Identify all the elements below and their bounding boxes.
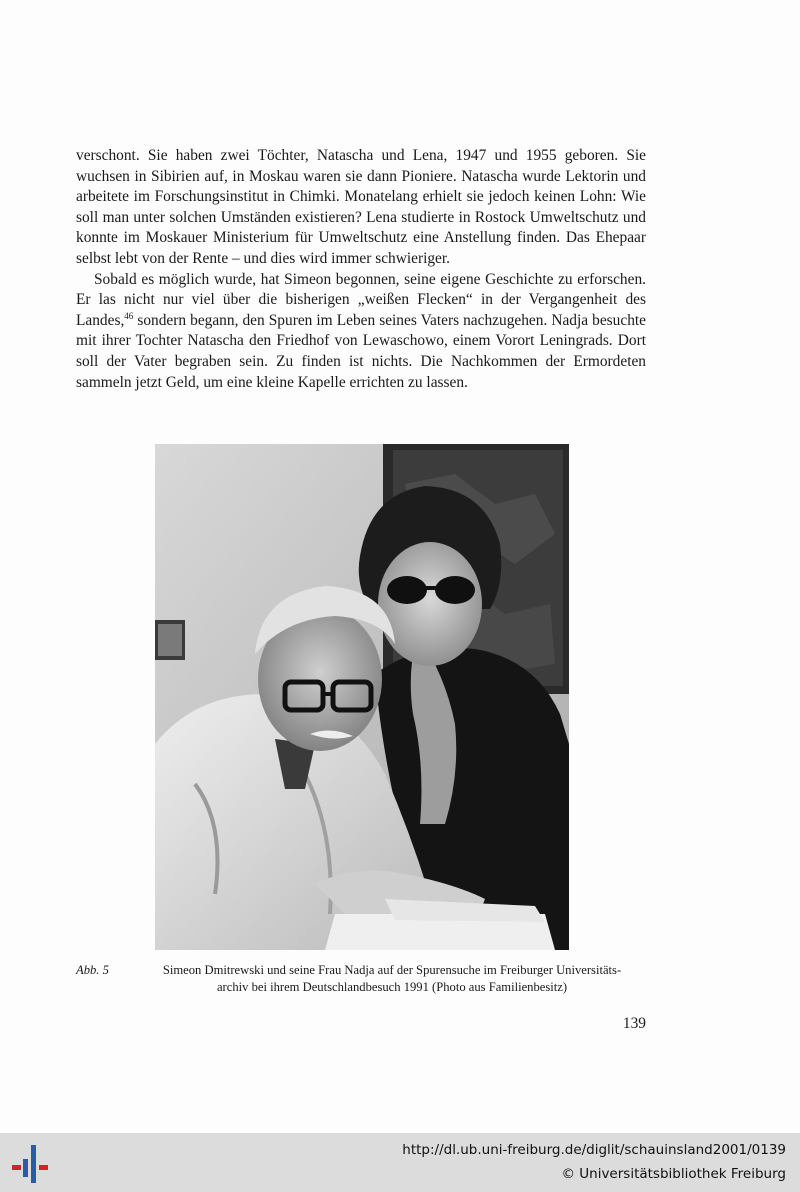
caption-row-2 (76, 979, 656, 996)
footnote-marker: 46 (124, 310, 134, 321)
ub-freiburg-logo-icon[interactable] (12, 1143, 52, 1185)
caption-row (76, 962, 656, 979)
page-number: 139 (622, 1015, 646, 1032)
figure-photo (155, 444, 569, 950)
caption-indent (76, 979, 128, 996)
paragraph-2-start: Sobald es möglich wurde, hat Simeon begonnen, seine eigene Geschichte zu erforschen. Er las nicht nur viel über die bisherigen „weißen Flecken“ in der Vergangenheit des Landes, (76, 270, 646, 329)
paragraph-2-end: sondern begann, den Spuren im Leben seines Vaters nachzugehen. Nadja besuchte mit ihrer Tochter Natascha den Friedhof von Lewaschowo, einem Vorort Leningrads. Dort soll der Vater begraben sein. Zu finden ist nichts. Die Nachkommen der Ermordeten sammeln jetzt Geld, um eine kleine Kapelle errichten zu lassen. (76, 311, 646, 391)
caption-line-2: archiv bei ihrem Deutschlandbesuch 1991 (Photo aus Familienbesitz) (216, 980, 568, 994)
caption-line-1: Simeon Dmitrewski und seine Frau Nadja auf der Spurensuche im Freiburger Universitäts- (162, 963, 622, 977)
body-text (76, 146, 646, 393)
permalink-url[interactable]: http://dl.ub.uni-freiburg.de/diglit/schauinsland2001/0139 (402, 1142, 786, 1158)
figure-label: Abb. 5 (76, 963, 109, 977)
copyright-notice: © Universitätsbibliothek Freiburg (561, 1166, 786, 1182)
paragraph-1: verschont. Sie haben zwei Töchter, Natascha und Lena, 1947 und 1955 geboren. Sie wuchsen in Sibirien auf, in Moskau waren sie dann Pioniere. Natascha wurde Lektorin und arbeitete im Forschungsinstitut in Chimki. Monatelang erhielt sie jedoch keinen Lohn: Wie soll man unter solchen Umständen existieren? Lena studierte in Rostock Umweltschutz und konnte im Moskauer Ministerium für Umweltschutz eine Anstellung finden. Das Ehepaar selbst lebt von der Rente – und dies wird immer schwieriger. (76, 147, 646, 267)
viewer-footer (0, 1133, 800, 1192)
figure-caption (76, 962, 656, 996)
paragraph-2 (76, 270, 646, 394)
